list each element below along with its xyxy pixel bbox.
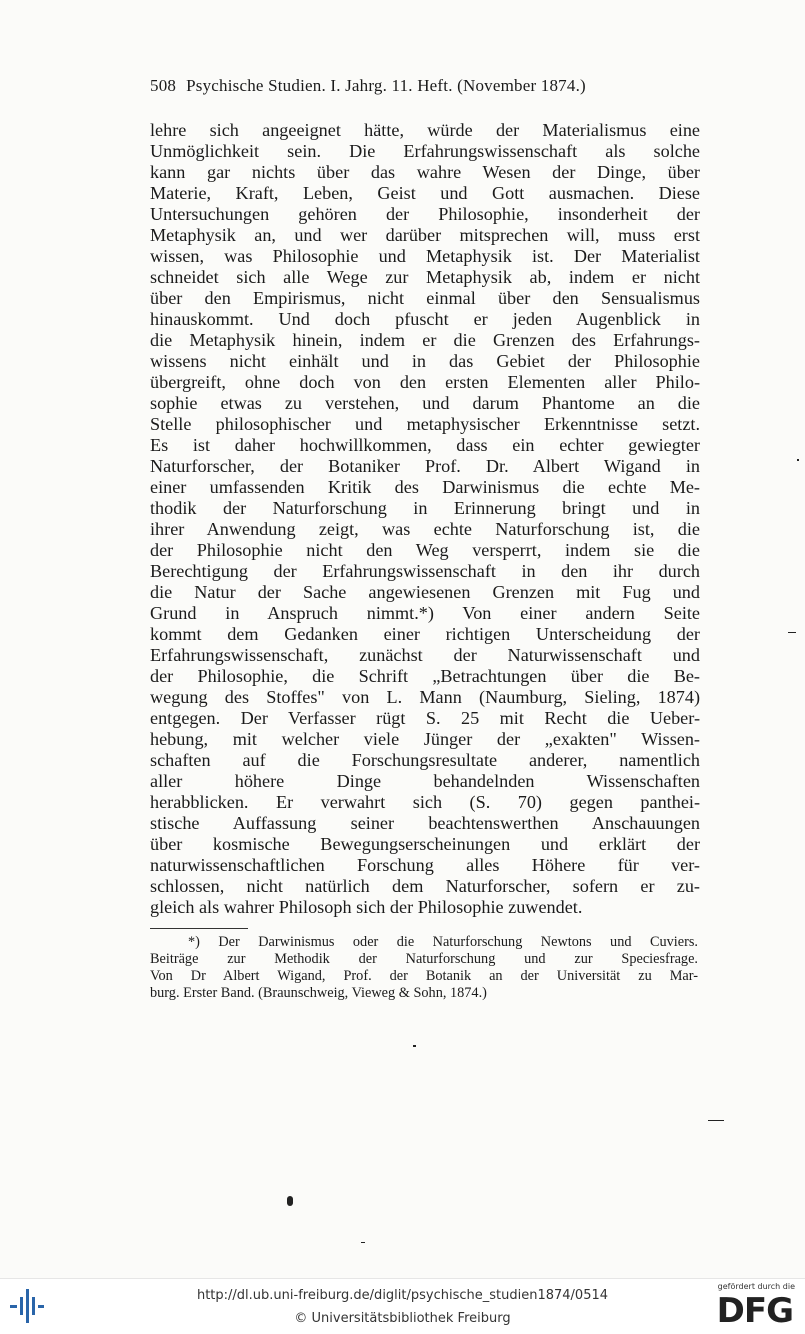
text-line: über den Empirismus, nicht einmal über den Sensualismus: [150, 288, 700, 308]
scan-speck: [797, 459, 799, 461]
text-line: herabblicken. Er verwahrt sich (S. 70) gegen panthei-: [150, 792, 700, 812]
text-line: hinauskommt. Und doch pfuscht er jeden Augenblick in: [150, 309, 700, 329]
text-line: schlossen, nicht natürlich dem Naturforscher, sofern er zu-: [150, 876, 700, 896]
text-line: aller höhere Dinge behandelnden Wissenschaften: [150, 771, 700, 791]
text-line: schneidet sich alle Wege zur Metaphysik ab, indem er nicht: [150, 267, 700, 287]
text-line: Untersuchungen gehören der Philosophie, insonderheit der: [150, 204, 700, 224]
text-line: Stelle philosophischer und metaphysischer Erkenntnisse setzt.: [150, 414, 700, 434]
text-line: lehre sich angeeignet hätte, würde der Materialismus eine: [150, 120, 700, 140]
text-line: die Metaphysik hinein, indem er die Grenzen des Erfahrungs-: [150, 330, 700, 350]
scan-speck: [361, 1242, 365, 1243]
scan-speck: [788, 632, 796, 633]
text-line: übergreift, ohne doch von den ersten Elementen aller Philo-: [150, 372, 700, 392]
viewer-footer: [0, 1278, 805, 1334]
running-header: [150, 76, 698, 96]
text-line: sophie etwas zu verstehen, und darum Phantome an die: [150, 393, 700, 413]
text-line: wegung des Stoffes" von L. Mann (Naumburg, Sieling, 1874): [150, 687, 700, 707]
text-line: die Natur der Sache angewiesenen Grenzen mit Fug und: [150, 582, 700, 602]
text-line: kommt dem Gedanken einer richtigen Unterscheidung der: [150, 624, 700, 644]
document-url[interactable]: http://dl.ub.uni-freiburg.de/diglit/psychische_studien1874/0514: [196, 1288, 609, 1303]
text-line: hebung, mit welcher viele Jünger der „exakten" Wissen-: [150, 729, 700, 749]
text-line: der Philosophie, die Schrift „Betrachtungen über die Be-: [150, 666, 700, 686]
footnote-line: Von Dr Albert Wigand, Prof. der Botanik an der Universität zu Mar-: [150, 968, 698, 984]
text-line: wissens nicht einhält und in das Gebiet der Philosophie: [150, 351, 700, 371]
text-line: wissen, was Philosophie und Metaphysik ist. Der Materialist: [150, 246, 700, 266]
text-line: kann gar nichts über das wahre Wesen der Dinge, über: [150, 162, 700, 182]
text-line: thodik der Naturforschung in Erinnerung bringt und in: [150, 498, 700, 518]
scan-speck: [287, 1196, 293, 1206]
footnote-line: burg. Erster Band. (Braunschweig, Vieweg & Sohn, 1874.): [150, 985, 487, 1001]
dfg-caption: gefördert durch die: [717, 1282, 795, 1291]
text-line: Unmöglichkeit sein. Die Erfahrungswissenschaft als solche: [150, 141, 700, 161]
page-number: 508: [150, 76, 177, 95]
footnote-rule: [150, 928, 248, 929]
body-text: [150, 120, 700, 918]
text-line: Materie, Kraft, Leben, Geist und Gott ausmachen. Diese: [150, 183, 700, 203]
dfg-logo: DFG: [716, 1291, 793, 1331]
text-line: entgegen. Der Verfasser rügt S. 25 mit Recht die Ueber-: [150, 708, 700, 728]
running-title: Psychische Studien. I. Jahrg. 11. Heft. (November 1874.): [186, 76, 586, 95]
copyright-notice: © Universitätsbibliothek Freiburg: [294, 1311, 511, 1326]
scan-speck: [708, 1120, 724, 1121]
footnote-line: Beiträge zur Methodik der Naturforschung und zur Speciesfrage.: [150, 951, 698, 967]
text-line: ihrer Anwendung zeigt, was echte Naturforschung ist, die: [150, 519, 700, 539]
text-line: naturwissenschaftlichen Forschung alles Höhere für ver-: [150, 855, 700, 875]
text-line: Es ist daher hochwillkommen, dass ein echter gewiegter: [150, 435, 700, 455]
text-line: schaften auf die Forschungsresultate anderer, namentlich: [150, 750, 700, 770]
text-line: Naturforscher, der Botaniker Prof. Dr. Albert Wigand in: [150, 456, 700, 476]
text-line: Erfahrungswissenschaft, zunächst der Naturwissenschaft und: [150, 645, 700, 665]
text-line: gleich als wahrer Philosoph sich der Philosophie zuwendet.: [150, 897, 583, 917]
text-line: Grund in Anspruch nimmt.*) Von einer andern Seite: [150, 603, 700, 623]
text-line: der Philosophie nicht den Weg versperrt, indem sie die: [150, 540, 700, 560]
text-line: Berechtigung der Erfahrungswissenschaft in den ihr durch: [150, 561, 700, 581]
text-line: Metaphysik an, und wer darüber mitsprechen will, muss erst: [150, 225, 700, 245]
text-line: einer umfassenden Kritik des Darwinismus die echte Me-: [150, 477, 700, 497]
text-line: über kosmische Bewegungserscheinungen und erklärt der: [150, 834, 700, 854]
text-line: stische Auffassung seiner beachtenswerthen Anschauungen: [150, 813, 700, 833]
footnote: [150, 934, 698, 1002]
footnote-line: *) Der Darwinismus oder die Naturforschung Newtons und Cuviers.: [188, 934, 698, 950]
scan-speck: [413, 1045, 416, 1047]
